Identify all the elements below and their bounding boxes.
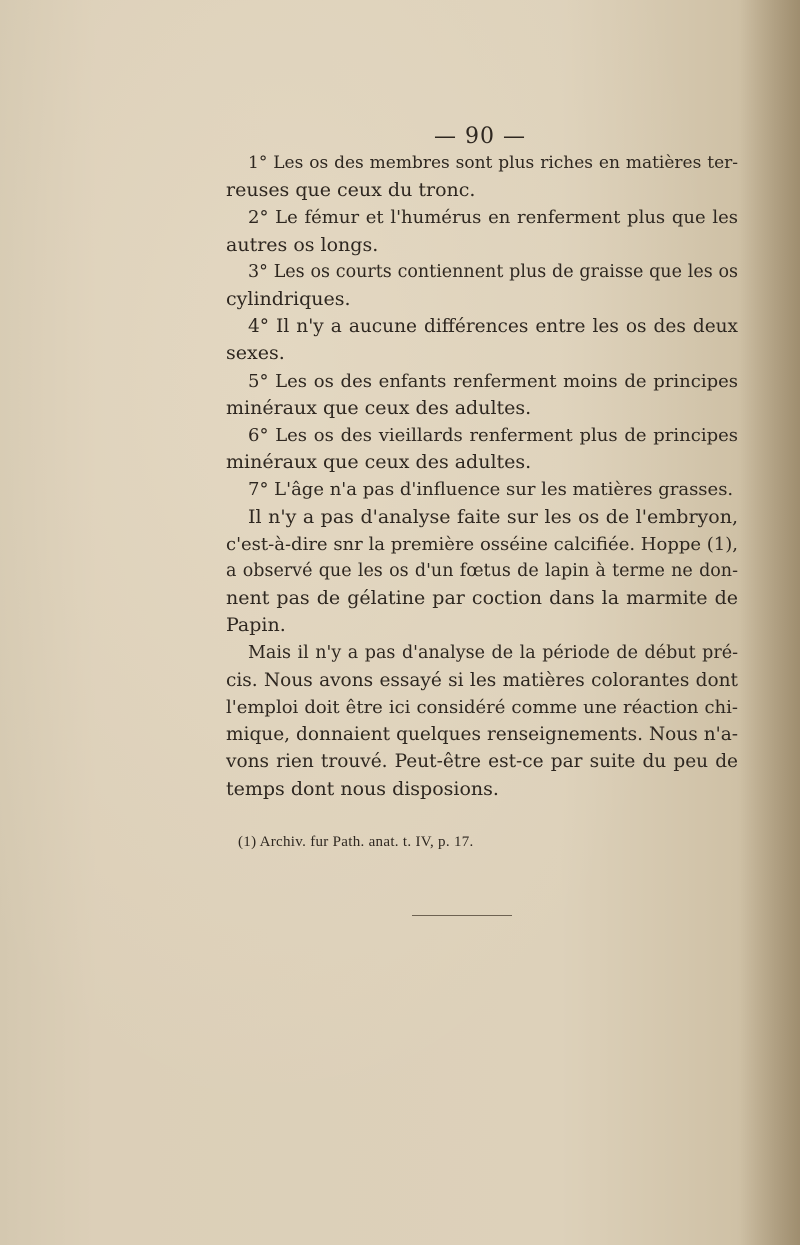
text-line: mique, donnaient quelques renseignements. Nous n'a-: [226, 724, 738, 746]
text-line: minéraux que ceux des adultes.: [226, 396, 532, 419]
text-line: cylindriques.: [226, 288, 351, 311]
text-line: Mais il n'y a pas d'analyse de la période de début pré-: [248, 642, 738, 663]
text-line: reuses que ceux du tronc.: [226, 179, 476, 202]
text-line: 2° Le fémur et l'humérus en renferment plus que les: [248, 207, 738, 229]
text-line: 5° Les os des enfants renferment moins de principes: [248, 370, 738, 392]
text-line: a observé que les os d'un fœtus de lapin à terme ne don-: [226, 561, 738, 582]
text-line: cis. Nous avons essayé si les matières colorantes dont: [226, 669, 738, 691]
page-number: — 90 —: [434, 124, 526, 149]
text-line: l'emploi doit être ici considéré comme une réaction chi-: [226, 697, 738, 719]
text-line: 4° Il n'y a aucune différences entre les os des deux: [248, 316, 738, 338]
text-line: nent pas de gélatine par coction dans la marmite de: [226, 587, 738, 610]
page-edge-shadow: [740, 0, 800, 1245]
text-line: temps dont nous disposions.: [226, 777, 499, 800]
text-line: autres os longs.: [226, 233, 379, 256]
body-text: [226, 150, 738, 803]
text-line: vons rien trouvé. Peut-être est-ce par suite du peu de: [226, 751, 738, 773]
text-line: 6° Les os des vieillards renferment plus de principes: [248, 425, 738, 447]
text-line: 7° L'âge n'a pas d'influence sur les matières grasses.: [248, 479, 734, 501]
text-line: 3° Les os courts contiennent plus de graisse que les os: [248, 261, 738, 282]
footnote: (1) Archiv. fur Path. anat. t. IV, p. 17.: [238, 834, 474, 850]
text-line: Il n'y a pas d'analyse faite sur les os de l'embryon,: [248, 505, 738, 528]
end-rule: [412, 915, 512, 916]
text-line: 1° Les os des membres sont plus riches en matières ter-: [248, 153, 738, 173]
text-line: minéraux que ceux des adultes.: [226, 451, 532, 474]
text-line: Papin.: [226, 614, 286, 637]
text-line: sexes.: [226, 342, 285, 365]
text-line: c'est-à-dire snr la première osséine calcifiée. Hoppe (1),: [226, 533, 738, 555]
